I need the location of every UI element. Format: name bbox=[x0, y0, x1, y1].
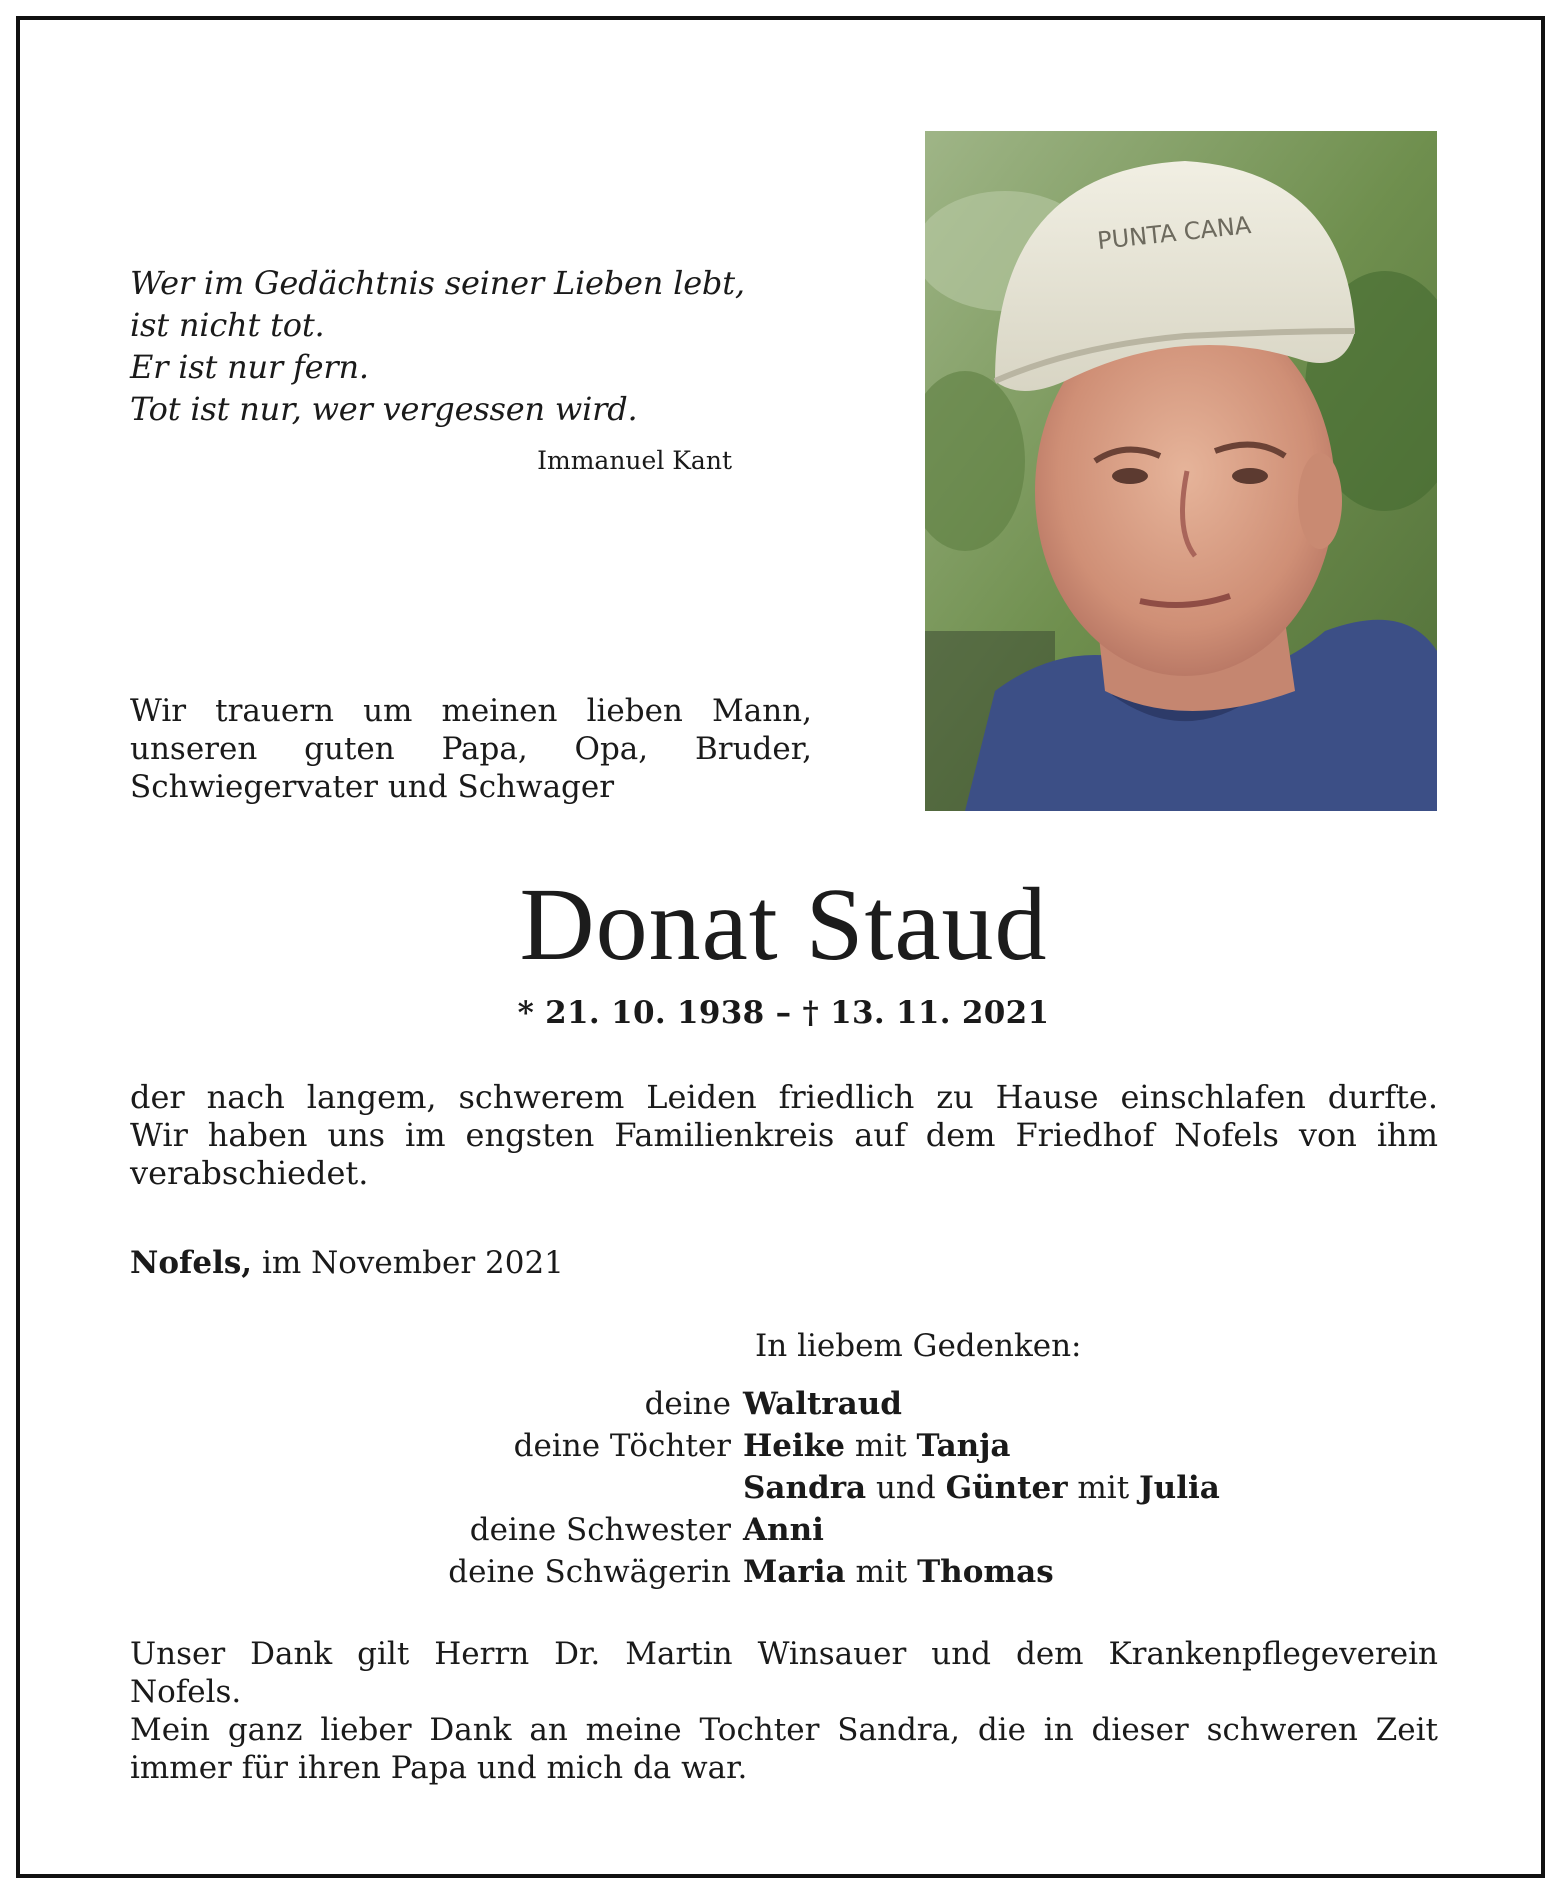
mourner-name: Anni bbox=[743, 1512, 824, 1548]
mourner-row bbox=[130, 1551, 1220, 1593]
quote-line: Er ist nur fern. bbox=[130, 348, 369, 386]
mourner-relation: deine bbox=[644, 1386, 731, 1422]
mourner-name: Maria bbox=[743, 1554, 846, 1590]
mourner-name: Günter bbox=[945, 1470, 1068, 1506]
intro-line: Wir trauern um meinen lieben Mann, bbox=[130, 693, 812, 729]
thanks-line: immer für ihren Papa und mich da war. bbox=[130, 1750, 748, 1786]
mourner-row bbox=[130, 1425, 1220, 1467]
mourners-heading: In liebem Gedenken: bbox=[755, 1328, 1082, 1364]
memorial-quote bbox=[130, 262, 770, 430]
mourner-connector: mit bbox=[1067, 1470, 1140, 1506]
quote-line: Tot ist nur, wer vergessen wird. bbox=[130, 390, 638, 428]
obituary-message bbox=[130, 1078, 1438, 1192]
mourner-name: Heike bbox=[743, 1428, 845, 1464]
thanks-line: Nofels. bbox=[130, 1674, 242, 1710]
mourner-connector: mit bbox=[845, 1554, 918, 1590]
place-and-date bbox=[130, 1245, 564, 1281]
mourner-connector: mit bbox=[845, 1428, 917, 1464]
thanks-line: Mein ganz lieber Dank an meine Tochter Sandra, die in dieser schweren Zeit bbox=[130, 1712, 1438, 1748]
mourner-row bbox=[130, 1509, 1220, 1551]
mourner-name: Waltraud bbox=[743, 1386, 902, 1422]
thanks-line: Unser Dank gilt Herrn Dr. Martin Winsauer und dem Krankenpflegeverein bbox=[130, 1636, 1438, 1672]
intro-line: Schwiegervater und Schwager bbox=[130, 769, 615, 805]
mourners-list bbox=[130, 1383, 1220, 1593]
message-line: der nach langem, schwerem Leiden friedlich zu Hause einschlafen durfte. bbox=[130, 1078, 1438, 1116]
message-line: Wir haben uns im engsten Familienkreis auf dem Friedhof Nofels von ihm bbox=[130, 1116, 1438, 1154]
mourner-row bbox=[130, 1383, 1220, 1425]
cap-lettering: PUNTA CANA bbox=[1095, 211, 1253, 256]
mourner-name: Tanja bbox=[916, 1428, 1011, 1464]
quote-author: Immanuel Kant bbox=[537, 446, 732, 475]
place-date: im November 2021 bbox=[252, 1245, 564, 1281]
mourner-connector: und bbox=[866, 1470, 946, 1506]
mourner-name: Sandra bbox=[743, 1470, 867, 1506]
quote-line: ist nicht tot. bbox=[130, 306, 325, 344]
thanks-paragraph bbox=[130, 1635, 1438, 1787]
mourner-relation: deine Töchter bbox=[513, 1428, 731, 1464]
mourner-relation bbox=[130, 1467, 743, 1509]
mourner-row bbox=[130, 1467, 1220, 1509]
mourner-name: Thomas bbox=[917, 1554, 1054, 1590]
mourning-intro bbox=[130, 692, 812, 806]
mourner-relation: deine Schwägerin bbox=[448, 1554, 731, 1590]
message-line: verabschiedet. bbox=[130, 1154, 369, 1192]
mourner-name: Julia bbox=[1139, 1470, 1220, 1506]
mourner-relation: deine Schwester bbox=[469, 1512, 731, 1548]
life-dates: * 21. 10. 1938 – † 13. 11. 2021 bbox=[517, 995, 1050, 1031]
place-town: Nofels, bbox=[130, 1245, 253, 1281]
quote-line: Wer im Gedächtnis seiner Lieben lebt, bbox=[130, 264, 745, 302]
intro-line: unseren guten Papa, Opa, Bruder, bbox=[130, 731, 812, 767]
portrait-photo bbox=[925, 131, 1437, 811]
deceased-name: Donat Staud bbox=[519, 867, 1048, 982]
